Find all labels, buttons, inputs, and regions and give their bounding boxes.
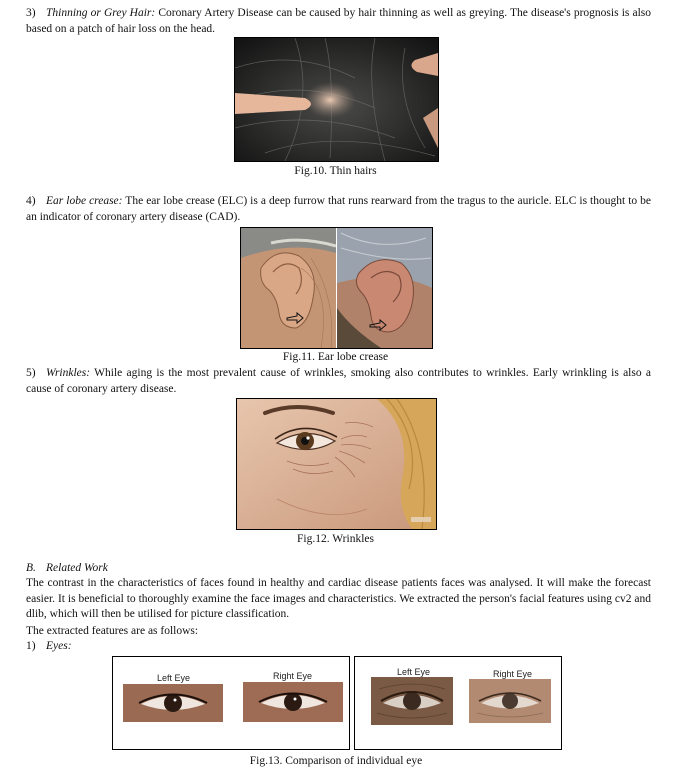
fig-11-image [240,227,433,349]
right-eye-label-b: Right Eye [493,669,533,679]
fig-10-caption: Fig.10. Thin hairs [294,165,377,177]
item-3-paragraph [26,6,651,37]
item-5-paragraph [26,366,651,397]
item-5-number: 5) [26,367,36,379]
left-eye-label-a: Left Eye [157,673,191,683]
fig-13-left-panel [112,656,350,750]
item-5-title: Wrinkles: [46,367,91,379]
item-3-text: Coronary Artery Disease can be caused by hair thinning as well as greying. The disease's prognosis is also based on a patch of hair loss on the head. [26,7,651,35]
item-4-paragraph [26,194,651,225]
subitem-1-title: Eyes: [46,640,72,652]
section-body: The contrast in the characteristics of faces found in healthy and cardiac disease patients faces was analysed. It will make the forecast easier. It is beneficial to thoroughly examine the face images and characteristics. We extracted the person's facial features using cv2 and dlib, which will then be utilised for picture classification. [26,577,651,620]
subitem-1-number: 1) [26,640,36,652]
section-heading [26,561,651,577]
item-4-title: Ear lobe crease: [46,195,123,207]
section-letter: B. [26,562,36,574]
fig-10-image [234,37,439,162]
item-4-text: The ear lobe crease (ELC) is a deep furrow that runs rearward from the tragus to the auricle. ELC is thought to be an indicator of coronary artery disease (CAD). [26,195,652,223]
item-3-number: 3) [26,7,36,19]
section-title: Related Work [46,562,108,574]
item-4-number: 4) [26,195,36,207]
right-eye-label-a: Right Eye [273,671,313,681]
subitem-1 [26,639,651,655]
left-eye-image-b [371,677,453,725]
wrinkles-image [237,399,436,529]
left-eye-label-b: Left Eye [397,667,431,677]
item-5-text: While aging is the most prevalent cause of wrinkles, smoking also contributes to wrinkles. Early wrinkling is also a cause of coronary artery disease. [26,367,651,395]
left-eye-image-a [123,684,223,722]
fig-13-right-panel [354,656,562,750]
right-eye-image-a [243,682,343,722]
fig-11-caption: Fig.11. Ear lobe crease [282,351,389,363]
item-3-title: Thinning or Grey Hair: [46,7,156,19]
fig-12-image [236,398,437,530]
fig-13-caption: Fig.13. Comparison of individual eye [249,755,423,767]
features-intro: The extracted features are as follows: [26,625,199,637]
thin-hair-image [235,38,438,161]
right-eye-image-b [469,679,551,723]
fig-12-caption: Fig.12. Wrinkles [297,533,374,545]
ear-lobe-image [241,228,432,348]
